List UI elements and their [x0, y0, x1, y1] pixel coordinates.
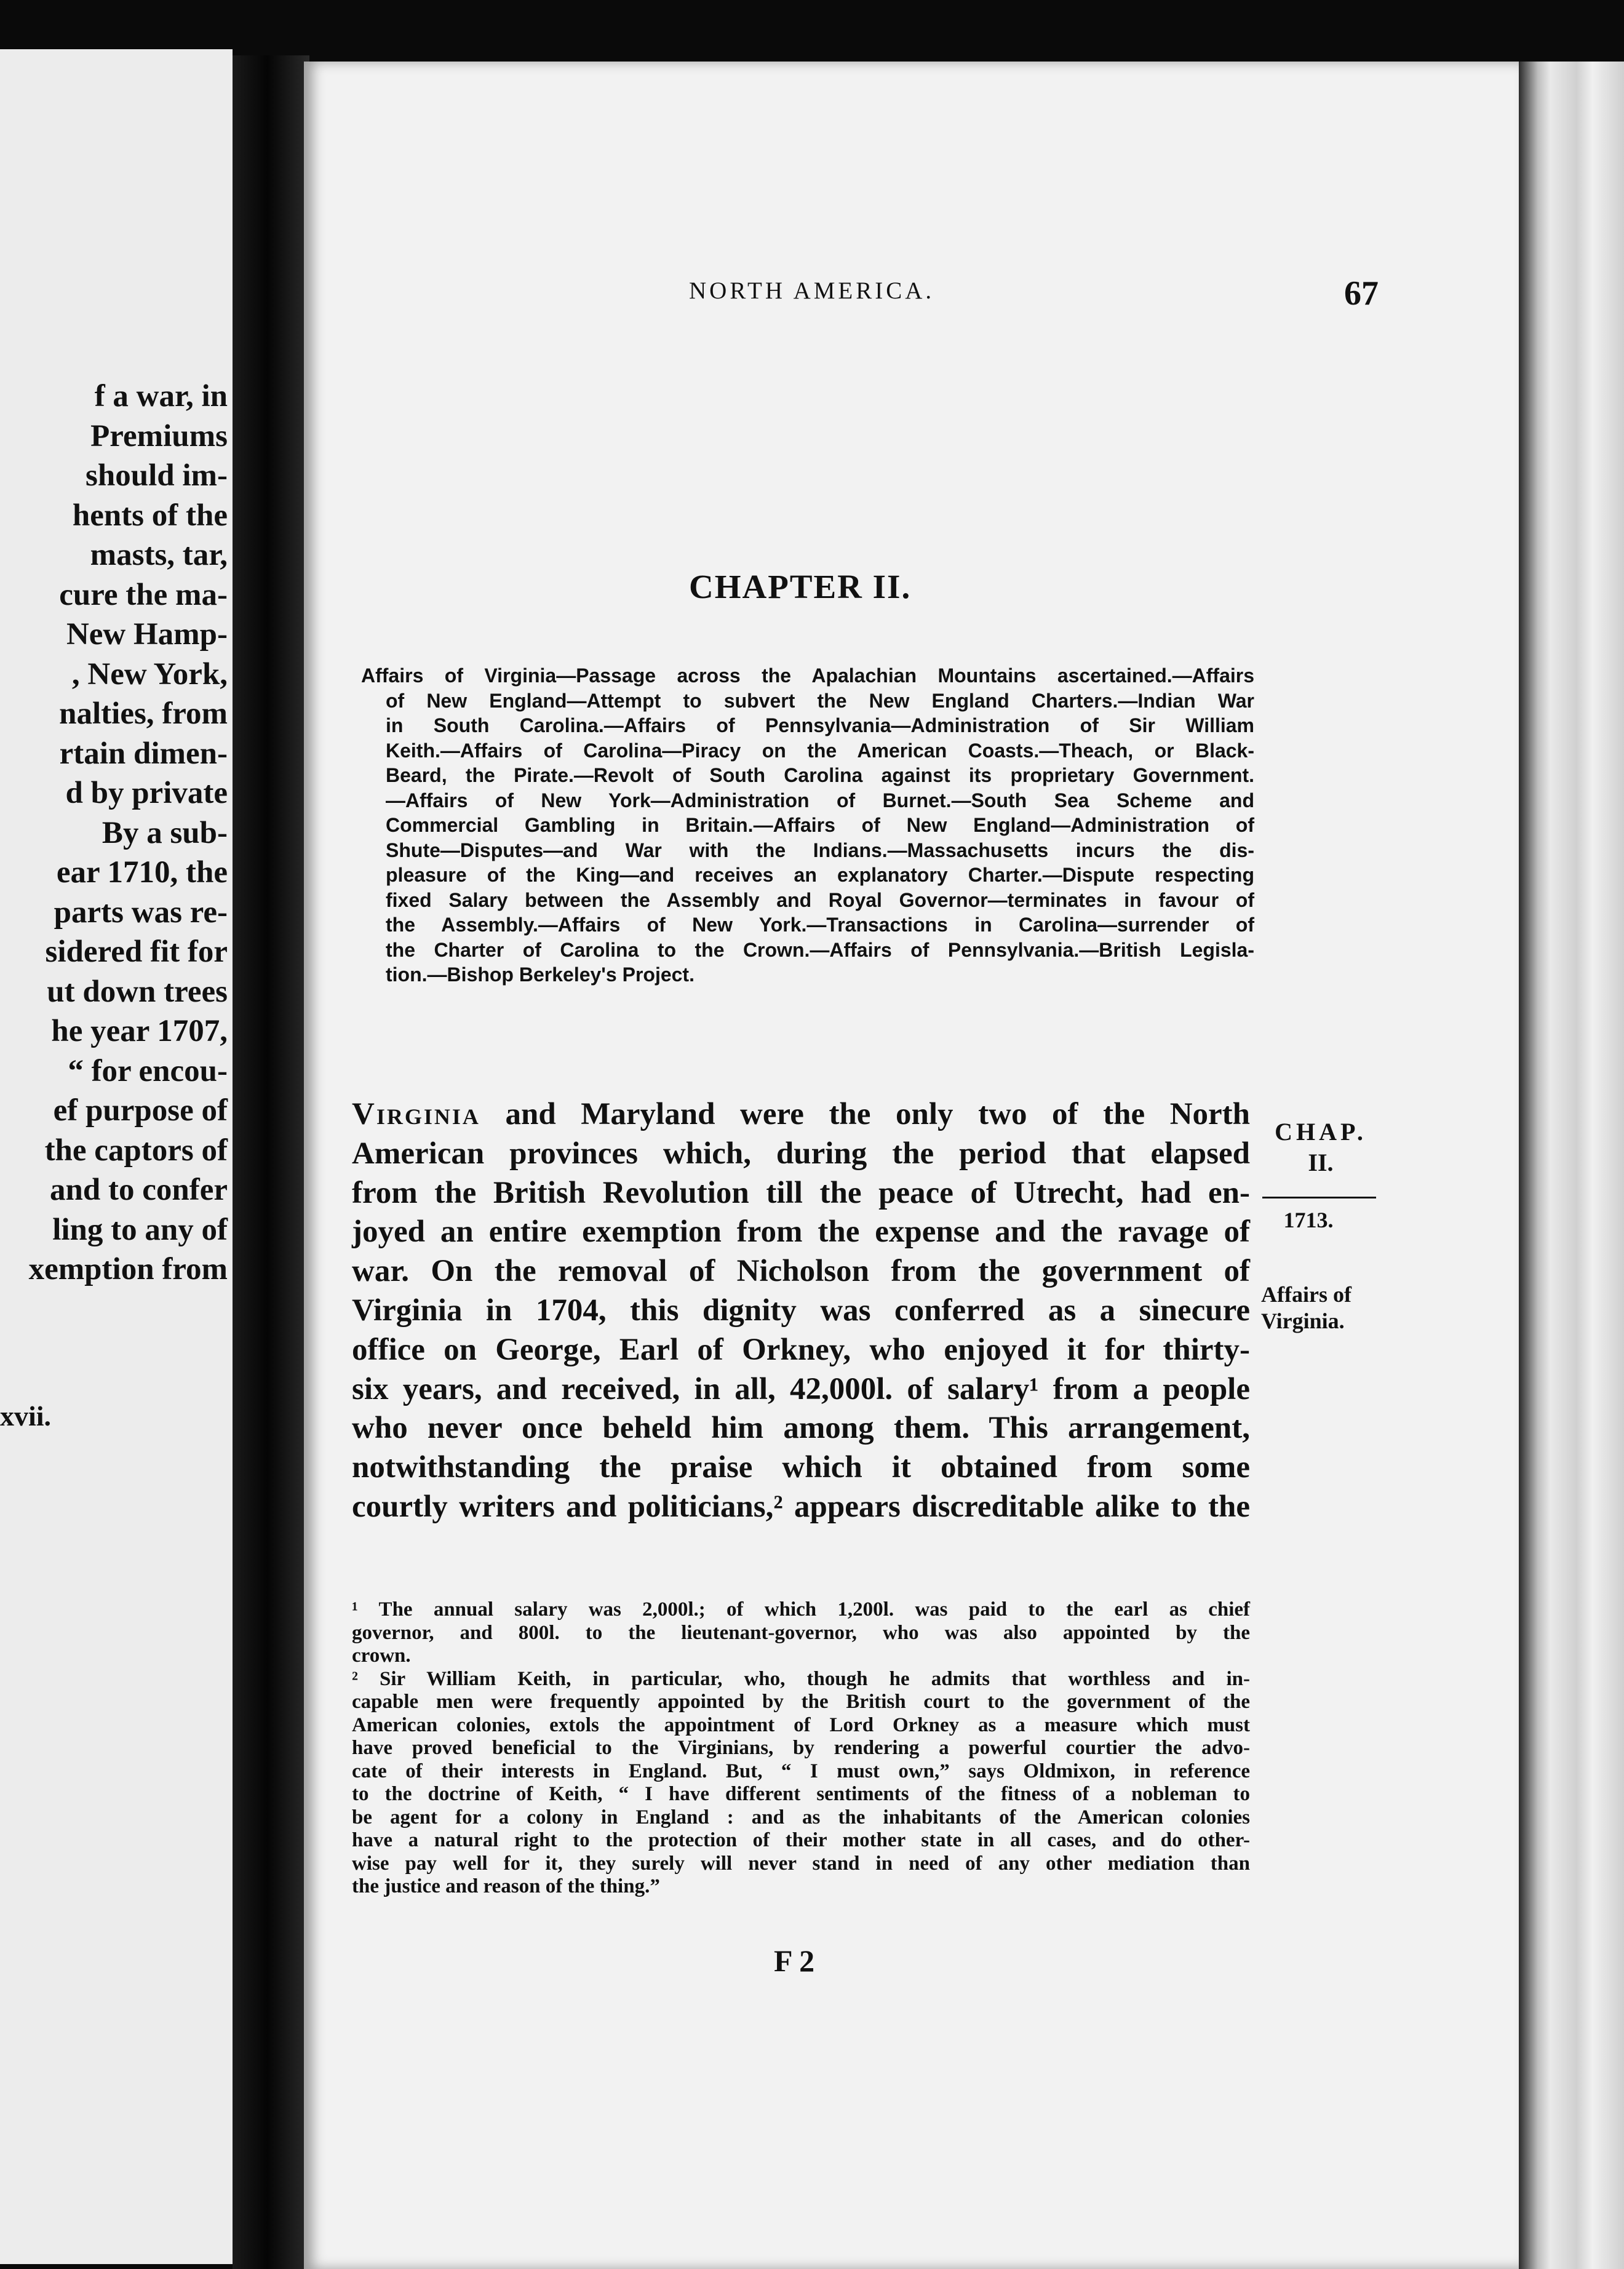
page-number: 67: [1344, 274, 1379, 313]
left-line: d by private: [65, 776, 228, 810]
left-line: “ for encou-: [68, 1053, 228, 1088]
left-line: should im-: [86, 458, 228, 493]
first-line-rest: and Maryland were the only two of the North: [505, 1097, 1251, 1131]
footnote-line: wise pay well for it, they surely will never stand in need of any other mediation than: [352, 1852, 1250, 1875]
summary-line: the Assembly.—Affairs of New York.—Transactions in Carolina—surrender of: [386, 914, 1254, 936]
summary-line: Keith.—Affairs of Carolina—Piracy on the American Coasts.—Theach, or Black-: [386, 739, 1254, 762]
left-line: masts, tar,: [90, 538, 228, 572]
summary-line: the Charter of Carolina to the Crown.—Affairs of Pennsylvania.—British Legisla-: [386, 938, 1254, 961]
left-line: parts was re-: [54, 895, 228, 930]
body-line: six years, and received, in all, 42,000l. of salary¹ from a people: [352, 1371, 1250, 1406]
left-line: ut down trees: [47, 974, 228, 1009]
summary-line: Affairs of Virginia—Passage across the Apalachian Mountains ascertained.—Affairs: [361, 664, 1254, 687]
footnote-line: crown.: [352, 1645, 411, 1667]
book-gutter: [233, 55, 309, 2269]
summary-line: Commercial Gambling in Britain.—Affairs of New England—Administration of: [386, 814, 1254, 836]
signature-mark: F 2: [774, 1944, 815, 1978]
footnote-line: ¹ The annual salary was 2,000l.; of which 1,200l. was paid to the earl as chief: [352, 1598, 1250, 1621]
left-page-text: [0, 377, 228, 1290]
body-line-first: [352, 1095, 1250, 1134]
body-line: who never once beheld him among them. This arrangement,: [352, 1411, 1250, 1446]
running-head: NORTH AMERICA.: [689, 277, 935, 304]
left-line: he year 1707,: [51, 1014, 228, 1048]
summary-line: pleasure of the King—and receives an explanatory Charter.—Dispute respecting: [386, 864, 1254, 886]
body-line: office on George, Earl of Orkney, who enjoyed it for thirty-: [352, 1332, 1250, 1367]
chapter-title: CHAPTER II.: [689, 568, 912, 605]
left-line: cure the ma-: [59, 577, 228, 612]
left-line: rtain dimen-: [59, 736, 228, 771]
body-line: courtly writers and politicians,² appears discreditable alike to the: [352, 1489, 1250, 1524]
margin-chap-number: II.: [1308, 1149, 1334, 1176]
left-line: ling to any of: [52, 1212, 228, 1247]
body-line: war. On the removal of Nicholson from the government of: [352, 1254, 1250, 1289]
footnote-line: to the doctrine of Keith, “ I have different sentiments of the fitness of a nobleman to: [352, 1783, 1250, 1805]
margin-rule: [1262, 1197, 1376, 1198]
summary-line: of New England—Attempt to subvert the New England Charters.—Indian War: [386, 689, 1254, 712]
opening-word: Virginia: [352, 1097, 480, 1131]
margin-chap: CHAP.: [1275, 1118, 1367, 1146]
left-line: New Hamp-: [66, 617, 228, 652]
left-line: Premiums: [90, 418, 228, 453]
margin-year: 1713.: [1283, 1208, 1334, 1232]
margin-note-line: Affairs of: [1261, 1282, 1351, 1307]
footnote-line: have a natural right to the protection of their mother state in all cases, and do other-: [352, 1829, 1250, 1851]
body-line: American provinces which, during the period that elapsed: [352, 1136, 1250, 1171]
summary-line: fixed Salary between the Assembly and Royal Governor—terminates in favour of: [386, 888, 1254, 911]
left-line: , New York,: [71, 656, 228, 692]
left-page-fragment: xvii.: [0, 1400, 52, 1432]
footnote-line: capable men were frequently appointed by the British court to the government of the: [352, 1691, 1250, 1713]
left-line: ear 1710, the: [56, 855, 228, 890]
body-line: Virginia in 1704, this dignity was conferred as a sinecure: [352, 1293, 1250, 1328]
footnote-line: have proved beneficial to the Virginians, by rendering a powerful courtier the advo-: [352, 1737, 1250, 1759]
left-line: By a sub-: [102, 815, 228, 850]
body-line: from the British Revolution till the peace of Utrecht, had en-: [352, 1175, 1250, 1210]
margin-note-line: Virginia.: [1261, 1309, 1345, 1333]
left-line: hents of the: [72, 498, 228, 533]
body-line: notwithstanding the praise which it obtained from some: [352, 1450, 1250, 1485]
left-line: nalties, from: [59, 696, 228, 731]
summary-line: Beard, the Pirate.—Revolt of South Carolina against its proprietary Government.: [386, 764, 1254, 786]
footnote-line: American colonies, extols the appointment of Lord Orkney as a measure which must: [352, 1713, 1250, 1736]
chapter-summary: [361, 663, 1254, 987]
footnote-line: governor, and 800l. to the lieutenant-governor, who was also appointed by the: [352, 1621, 1250, 1644]
summary-line: in South Carolina.—Affairs of Pennsylvania—Administration of Sir William: [386, 714, 1254, 736]
summary-line: Shute—Disputes—and War with the Indians.—Massachusetts incurs the dis-: [386, 839, 1254, 861]
footnotes: [352, 1598, 1250, 1899]
footnote-line: cate of their interests in England. But, “ I must own,” says Oldmixon, in reference: [352, 1760, 1250, 1782]
footnote-line: the justice and reason of the thing.”: [352, 1875, 660, 1897]
left-facing-page: [0, 49, 233, 2264]
margin-chapter-label: [1262, 1117, 1379, 1178]
left-line: sidered fit for: [45, 935, 228, 969]
page-edges: [1519, 62, 1624, 2269]
body-line: joyed an entire exemption from the expense and the ravage of: [352, 1214, 1250, 1250]
left-line: the captors of: [44, 1133, 228, 1168]
margin-note: [1261, 1282, 1351, 1334]
left-line: f a war, in: [94, 379, 228, 413]
left-line: ef purpose of: [53, 1093, 228, 1128]
footnote-line: ² Sir William Keith, in particular, who, though he admits that worthless and in-: [352, 1667, 1250, 1690]
left-line: and to confer: [50, 1173, 228, 1207]
summary-line: —Affairs of New York—Administration of Burnet.—South Sea Scheme and: [386, 789, 1254, 811]
body-text: [352, 1095, 1250, 1527]
left-line: xemption from: [28, 1252, 228, 1286]
summary-line: tion.—Bishop Berkeley's Project.: [386, 963, 695, 986]
footnote-line: be agent for a colony in England : and as the inhabitants of the American colonies: [352, 1806, 1250, 1828]
